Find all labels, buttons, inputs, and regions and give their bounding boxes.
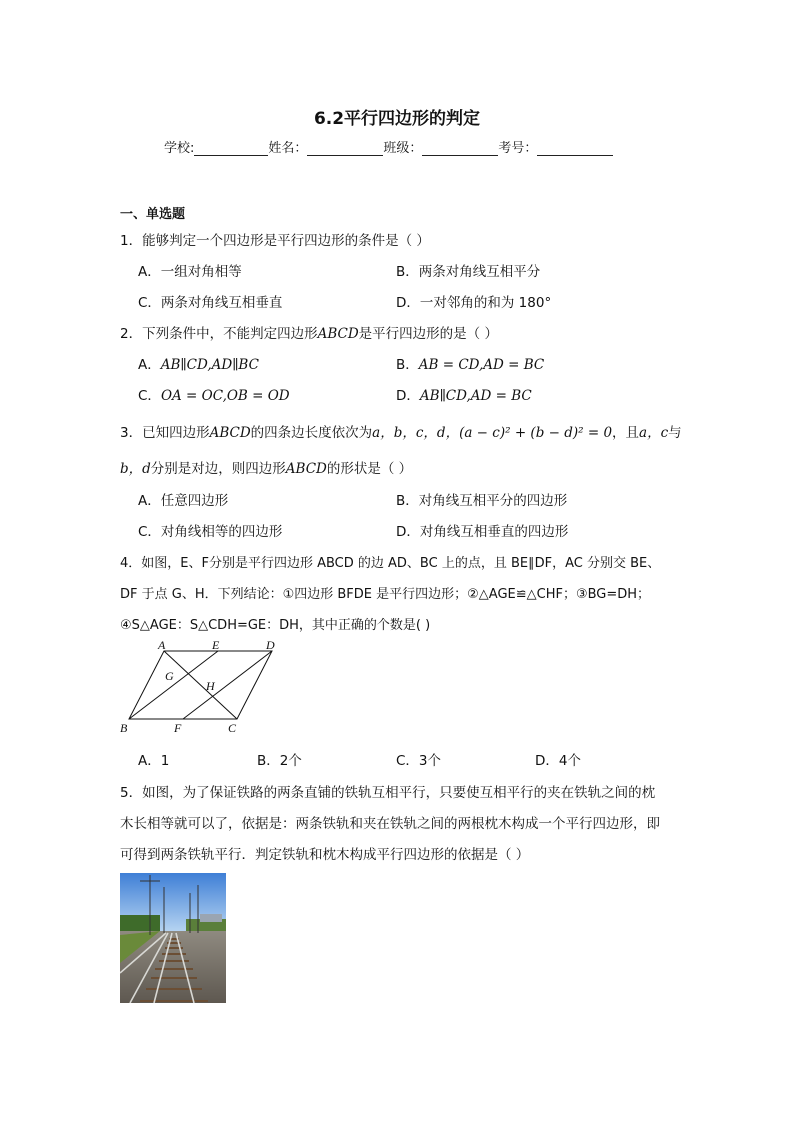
q3-option-a: A．任意四边形 (138, 493, 229, 509)
q1-option-b: B．两条对角线互相平分 (396, 264, 541, 280)
label-a: A (158, 640, 166, 652)
q4-option-d: D．4个 (535, 753, 581, 769)
q4-stem-line2: DF 于点 G、H．下列结论：①四边形 BFDE 是平行四边形；②△AGE≌△CHF；③BG=DH； (120, 587, 651, 602)
segment-df (183, 651, 272, 719)
q2-stem: 2．下列条件中，不能判定四边形ABCD是平行四边形的是（ ） (120, 326, 498, 342)
label-h: H (206, 679, 215, 693)
label-d: D (266, 640, 275, 652)
q1-option-c: C．两条对角线互相垂直 (138, 295, 283, 311)
label-b: B (120, 721, 128, 735)
q4-stem-line3: ④S△AGE：S△CDH=GE：DH，其中正确的个数是( ) (120, 618, 431, 633)
q4-option-a: A．1 (138, 753, 170, 769)
railway-track-photo (120, 873, 226, 1003)
q3-stem-line2: b，d分别是对边，则四边形ABCD的形状是（ ） (120, 461, 413, 477)
name-blank[interactable] (307, 141, 383, 156)
q1-option-d: D．一对邻角的和为 180° (396, 295, 552, 311)
student-info-line (164, 137, 613, 156)
q5-stem-line1: 5．如图，为了保证铁路的两条直铺的铁轨互相平行，只要使互相平行的夹在铁轨之间的枕 (120, 785, 656, 801)
q2-option-d: D．AB∥CD,AD = BC (396, 388, 532, 404)
q2-option-c: C．OA = OC,OB = OD (138, 388, 290, 404)
label-e: E (212, 640, 220, 652)
q3-stem-line1: 3．已知四边形ABCD的四条边长度依次为a，b，c，d，(a − c)² + (b − d)² = 0，且a，c与 (120, 425, 682, 441)
label-c: C (228, 721, 237, 735)
q2-option-a: A．AB∥CD,AD∥BC (138, 357, 259, 373)
q3-equation: (a − c)² + (b − d)² = 0 (459, 425, 613, 441)
q3-option-d: D．对角线互相垂直的四边形 (396, 524, 569, 540)
segment-be (129, 651, 218, 719)
school-label: 学校: (164, 141, 195, 156)
page-title: 6.2平行四边形的判定 (313, 109, 481, 129)
q4-option-b: B．2个 (257, 753, 302, 769)
label-f: F (174, 721, 182, 735)
label-g: G (165, 669, 174, 683)
q1-option-a: A．一组对角相等 (138, 264, 242, 280)
q2-option-b: B．AB = CD,AD = BC (396, 357, 545, 373)
school-blank[interactable] (194, 141, 268, 156)
number-label: 考号： (498, 141, 538, 156)
diagonal-ac (164, 651, 237, 719)
section-heading: 一、单选题 (120, 207, 186, 222)
class-label: 班级： (383, 141, 423, 156)
q4-stem-line1: 4．如图，E、F分别是平行四边形 ABCD 的边 AD、BC 上的点，且 BE∥DF，AC 分别交 BE、 (120, 556, 661, 571)
q4-parallelogram-figure (115, 640, 285, 740)
q1-stem: 1．能够判定一个四边形是平行四边形的条件是（ ） (120, 233, 430, 249)
name-label: 姓名： (268, 141, 308, 156)
class-blank[interactable] (422, 141, 498, 156)
q3-option-b: B．对角线互相平分的四边形 (396, 493, 568, 509)
q3-option-c: C．对角线相等的四边形 (138, 524, 283, 540)
q4-option-c: C．3个 (396, 753, 442, 769)
q5-stem-line3: 可得到两条铁轨平行．判定铁轨和枕木构成平行四边形的依据是（ ） (120, 847, 530, 863)
number-blank[interactable] (537, 141, 613, 156)
q5-stem-line2: 木长相等就可以了，依据是：两条铁轨和夹在铁轨之间的两根枕木构成一个平行四边形，即 (120, 816, 660, 832)
